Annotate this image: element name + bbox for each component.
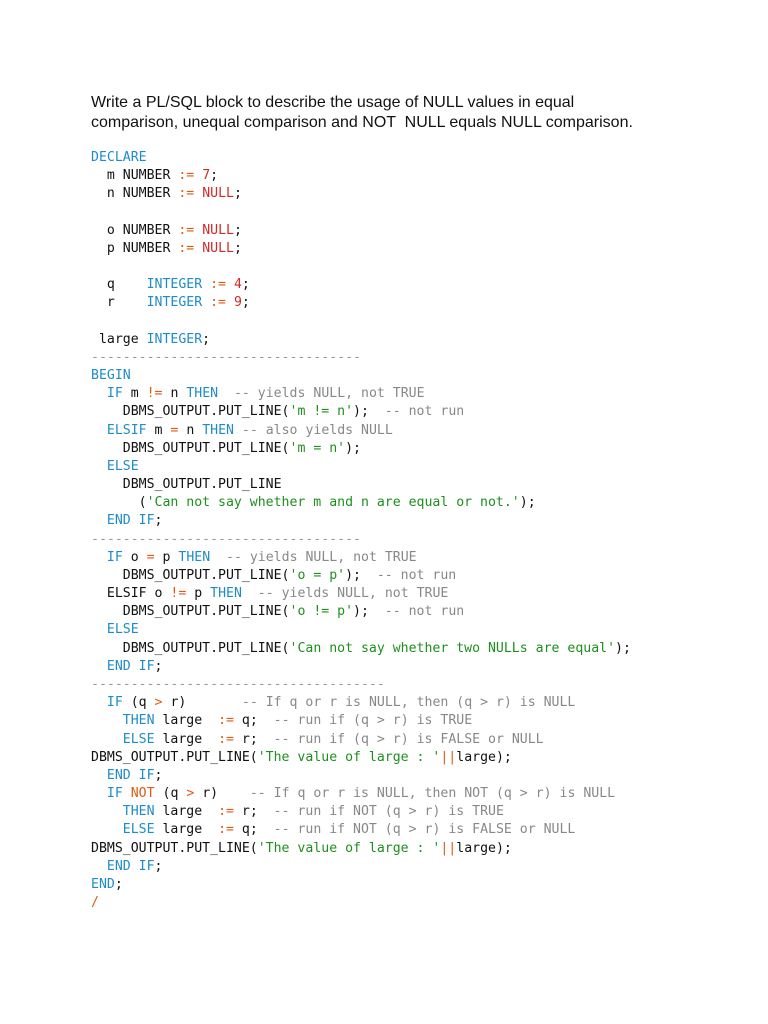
code-operator: || [440,840,457,856]
code-operator: := [218,822,234,838]
code-line [91,621,631,639]
code-text: large [91,331,147,347]
code-keyword: THEN [202,422,234,438]
code-comment: -- If q or r is NULL, then (q > r) is NULL [241,695,576,711]
code-operator: = [146,549,155,565]
code-text: DBMS_OUTPUT.PUT_LINE( [91,840,258,856]
code-keyword: INTEGER [146,331,203,347]
code-text [91,768,107,783]
code-text [234,423,242,438]
code-text: ); [345,567,377,583]
code-line [91,658,631,676]
code-text [123,786,131,801]
code-line [91,876,631,894]
code-text [91,550,107,565]
code-separator: ---------------------------------- [91,349,361,365]
code-text: ( [91,495,147,511]
code-line [91,294,631,312]
code-string: 'Can not say whether two NULLs are equal' [289,640,616,656]
code-number: 4 [233,277,242,293]
code-text: ; [233,240,242,256]
code-line [91,640,631,658]
code-line [91,258,631,276]
code-keyword: IF [106,786,123,802]
code-text [194,241,202,256]
code-line [91,603,631,621]
code-line [91,894,631,912]
code-text [91,423,107,438]
code-null-literal: NULL [202,240,234,256]
code-text: n [178,422,203,438]
code-line [91,749,631,767]
code-keyword: THEN [186,386,219,402]
code-text: ); [615,640,631,656]
code-keyword: ELSE [106,458,139,474]
code-line [91,222,631,240]
code-line [91,331,631,349]
code-comment: -- not run [384,404,465,420]
code-operator: != [146,386,163,402]
code-text: r; [233,731,274,747]
code-operator: > [154,695,163,711]
code-operator: := [210,295,226,311]
code-operator: != [170,586,187,602]
code-string: 'The value of large : ' [257,840,441,856]
code-line [91,476,631,494]
code-text [91,622,107,637]
code-text [91,659,107,674]
code-text [218,386,234,401]
code-keyword: BEGIN [91,368,131,384]
code-comment: -- yields NULL, not TRUE [257,586,449,602]
code-operator: > [186,786,195,802]
code-text: (q [122,695,155,711]
code-line [91,349,631,367]
code-text [91,859,107,874]
code-operator: := [218,731,234,747]
code-text [91,713,123,728]
code-text: q; [233,713,274,729]
code-separator: ------------------------------------- [91,676,385,692]
code-text: m [122,386,147,402]
code-operator: := [218,713,234,729]
code-text: ; [154,858,163,874]
code-line [91,276,631,294]
code-text: DBMS_OUTPUT.PUT_LINE( [91,440,290,456]
code-text: m NUMBER [91,168,179,184]
code-text [91,386,107,401]
code-separator: ---------------------------------- [91,531,361,547]
code-text: large [154,804,219,820]
code-line [91,367,631,385]
code-line [91,840,631,858]
code-text [91,513,107,528]
code-comment: -- yields NULL, not TRUE [226,549,417,565]
code-text [242,586,258,601]
code-keyword: END IF [106,658,155,674]
code-string: 'm = n' [289,440,346,456]
code-line [91,240,631,258]
code-terminator: / [91,895,99,911]
code-text [91,459,107,474]
code-keyword: THEN [122,804,155,820]
code-line [91,440,631,458]
code-line [91,403,631,421]
code-operator: NOT [130,786,155,802]
code-string: 'The value of large : ' [257,749,441,765]
code-line [91,549,631,567]
code-text: ; [233,222,242,238]
code-string: 'o != p' [289,604,354,620]
code-line [91,422,631,440]
code-text: ; [241,277,250,293]
code-keyword: END IF [106,767,155,783]
exercise-description [91,93,731,133]
code-keyword: END IF [106,858,155,874]
code-line [91,694,631,712]
code-line [91,204,631,222]
code-keyword: INTEGER [146,277,203,293]
code-text: large); [456,840,512,856]
code-text: DBMS_OUTPUT.PUT_LINE [91,477,282,493]
code-null-literal: NULL [202,222,234,238]
code-keyword: THEN [122,713,155,729]
code-keyword: END IF [106,513,155,529]
code-comment: -- run if (q > r) is FALSE or NULL [273,731,544,747]
code-keyword: DECLARE [91,150,147,165]
code-number: 7 [202,168,211,184]
description-line-1: Write a PL/SQL block to describe the usage of NULL values in equal [91,94,575,111]
code-text: DBMS_OUTPUT.PUT_LINE( [91,567,290,583]
code-keyword: IF [106,386,123,402]
code-text [91,804,123,819]
code-text: large [154,731,219,747]
code-comment: -- not run [384,604,465,620]
code-text: r) [162,695,242,711]
code-line [91,313,631,331]
description-line-2: comparison, unequal comparison and NOT NULL equals NULL comparison. [91,114,633,131]
code-text [194,168,202,183]
code-text: DBMS_OUTPUT.PUT_LINE( [91,749,258,765]
code-line [91,385,631,403]
code-null-literal: NULL [202,186,234,202]
code-line [91,458,631,476]
code-text: ; [210,168,219,184]
code-text [194,223,202,238]
code-line [91,676,631,694]
code-keyword: ELSE [122,822,155,838]
code-text: m [146,422,171,438]
code-text: n [162,386,187,402]
code-line [91,858,631,876]
code-keyword: ELSE [122,731,155,747]
code-text [226,295,234,310]
code-keyword: ELSE [106,622,139,638]
code-line [91,785,631,803]
code-text: DBMS_OUTPUT.PUT_LINE( [91,604,290,620]
code-text: ; [154,513,163,529]
code-line [91,512,631,530]
code-keyword: IF [106,549,123,565]
code-text: ; [154,767,163,783]
code-text: ); [353,604,385,620]
code-line [91,767,631,785]
code-keyword: INTEGER [146,295,203,311]
plsql-code-block [91,149,631,912]
code-comment: -- not run [376,567,457,583]
code-line [91,585,631,603]
code-text: ); [519,495,536,511]
code-text: q [91,277,147,293]
code-text: ; [233,186,242,202]
code-text: large); [456,749,512,765]
code-text: (q [154,786,187,802]
code-line [91,167,631,185]
code-text [202,295,210,310]
code-text: ; [202,331,211,347]
code-text [91,822,123,837]
code-text [226,277,234,292]
code-string: 'm != n' [289,404,354,420]
code-operator: := [210,277,226,293]
code-operator: := [178,222,195,238]
code-operator: = [170,422,179,438]
code-comment: -- run if NOT (q > r) is TRUE [273,804,504,820]
code-line [91,821,631,839]
code-line [91,567,631,585]
code-text: p [154,549,179,565]
code-operator: := [178,240,195,256]
code-line [91,712,631,730]
code-text: large [154,713,219,729]
code-text: ; [154,658,163,674]
code-keyword: IF [106,695,123,711]
code-operator: || [440,749,457,765]
code-text: q; [233,822,274,838]
code-text: p NUMBER [91,240,179,256]
code-text: n NUMBER [91,186,179,202]
code-keyword: ELSIF [106,422,147,438]
code-comment: -- also yields NULL [241,422,393,438]
code-text [91,695,107,710]
code-text: DBMS_OUTPUT.PUT_LINE( [91,404,290,420]
code-line [91,149,631,167]
code-text: ); [345,440,361,456]
code-text: DBMS_OUTPUT.PUT_LINE( [91,640,290,656]
code-text [210,550,226,565]
code-text [194,186,202,201]
code-text: large [154,822,219,838]
code-comment: -- If q or r is NULL, then NOT (q > r) is NULL [249,786,616,802]
code-keyword: THEN [210,586,242,602]
code-text: ; [241,295,250,311]
code-keyword: THEN [178,549,211,565]
code-text: ELSIF o [91,586,171,602]
code-text: ); [353,404,385,420]
code-text: ; [114,876,123,892]
code-text: r [91,295,147,311]
code-line [91,185,631,203]
code-line [91,803,631,821]
code-text: r; [233,804,274,820]
code-text: p [186,586,211,602]
code-text [202,277,210,292]
code-line [91,494,631,512]
code-text: r) [194,786,250,802]
code-operator: := [178,168,195,184]
code-text: o NUMBER [91,222,179,238]
code-comment: -- run if (q > r) is TRUE [273,713,473,729]
code-comment: -- run if NOT (q > r) is FALSE or NULL [273,822,576,838]
code-text [91,786,107,801]
code-operator: := [218,804,234,820]
code-line [91,731,631,749]
code-text [91,732,123,747]
code-string: 'o = p' [289,567,346,583]
code-keyword: END [91,876,115,892]
code-number: 9 [233,295,242,311]
code-comment: -- yields NULL, not TRUE [233,386,425,402]
code-text: o [122,549,147,565]
code-line [91,531,631,549]
code-operator: := [178,186,195,202]
code-string: 'Can not say whether m and n are equal or not.' [146,495,520,511]
